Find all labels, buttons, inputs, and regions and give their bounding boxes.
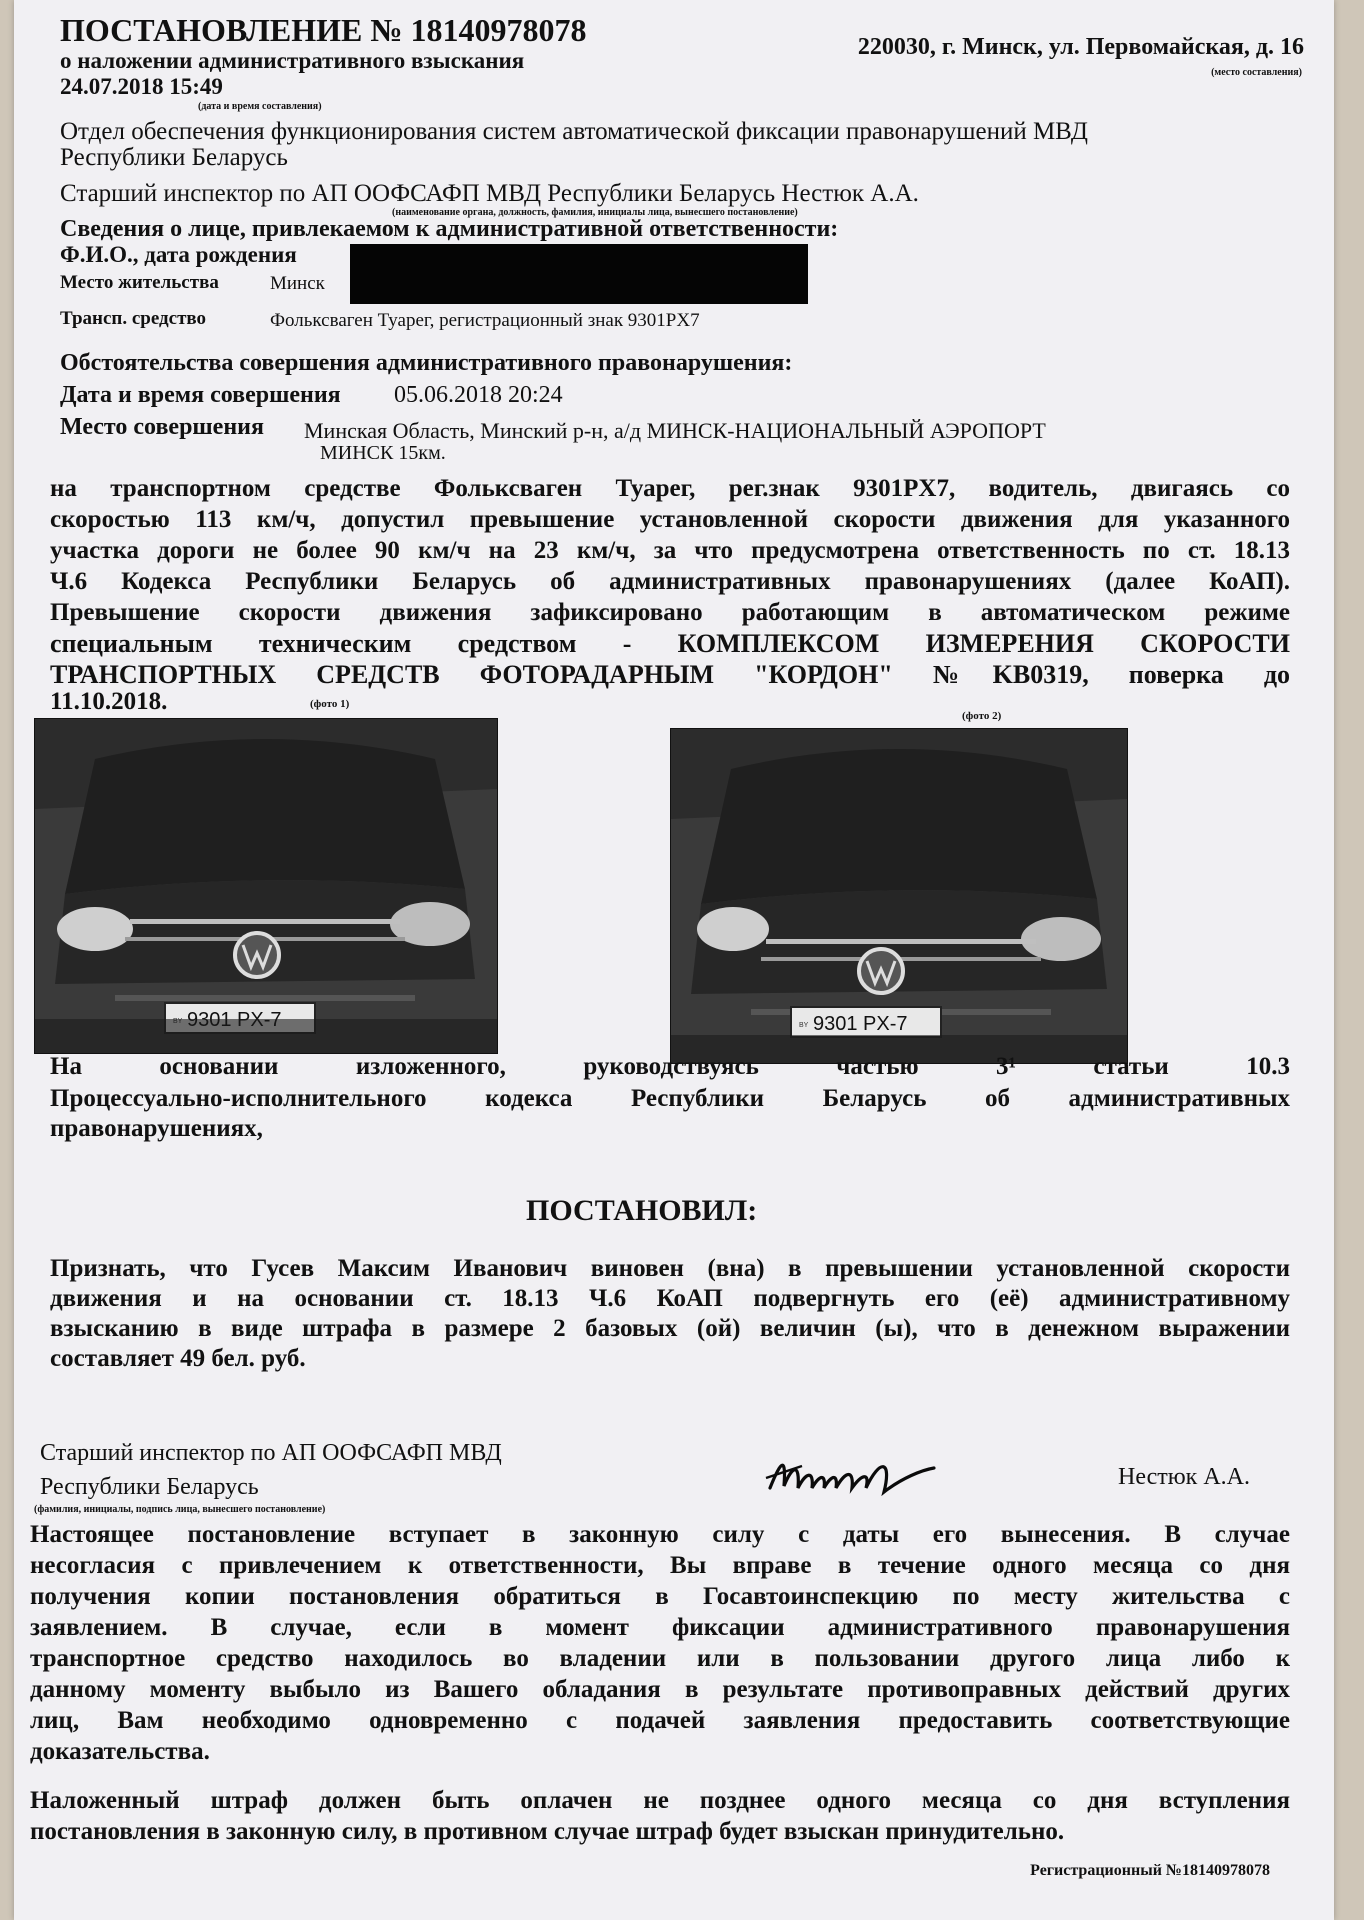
signer-caption: (фамилия, инициалы, подпись лица, вынесшего постановление): [34, 1504, 326, 1515]
description-line: Превышение скорости движения зафиксировано работающим в автоматическом режиме: [50, 599, 1290, 626]
vehicle-label: Трансп. средство: [60, 308, 207, 329]
photo-2-label: (фото 2): [962, 710, 1002, 722]
notice-line: Настоящее постановление вступает в законную силу с даты его вынесения. В случае: [30, 1521, 1290, 1548]
plate-country: BY: [799, 1022, 809, 1029]
registration-number: Регистрационный №18140978078: [1030, 1862, 1270, 1879]
description-line: Ч.6 Кодекса Республики Беларусь об административных правонарушениях (далее КоАП).: [50, 568, 1290, 595]
notice-line: Наложенный штраф должен быть оплачен не позднее одного месяца со дня вступления: [30, 1787, 1290, 1814]
notice-line: лиц, Вам необходимо одновременно с подачей заявления предоставить соответствующие: [30, 1707, 1290, 1734]
notice-line: транспортное средство находилось во владении или в пользовании другого лица либо к: [30, 1645, 1290, 1672]
person-heading: Сведения о лице, привлекаемом к административной ответственности:: [60, 216, 839, 242]
decision-heading: ПОСТАНОВИЛ:: [526, 1194, 758, 1227]
offense-place-label: Место совершения: [60, 414, 264, 440]
residence-label: Место жительства: [60, 272, 219, 293]
issue-datetime: 24.07.2018 15:49: [60, 74, 223, 99]
signer-position-line-2: Республики Беларусь: [40, 1474, 259, 1500]
offense-datetime-value: 05.06.2018 20:24: [394, 382, 563, 408]
car-photo-1: [35, 719, 497, 1053]
issue-datetime-caption: (дата и время составления): [198, 101, 322, 112]
description-line: ТРАНСПОРТНЫХ СРЕДСТВ ФОТОРАДАРНЫМ "КОРДОН" №KB0319, поверка до: [50, 660, 1290, 689]
photo-1: [34, 718, 498, 1054]
circumstances-heading: Обстоятельства совершения административного правонарушения:: [60, 350, 793, 376]
decision-line: Признать, что Гусев Максим Иванович виновен (вна) в превышении установленной скорости: [50, 1255, 1290, 1282]
handwritten-signature: [762, 1448, 942, 1508]
offense-place-line-1: Минская Область, Минский р-н, а/д МИНСК-НАЦИОНАЛЬНЫЙ АЭРОПОРТ: [304, 418, 1046, 443]
document-title: ПОСТАНОВЛЕНИЕ № 18140978078: [60, 12, 587, 48]
description-line: участка дороги не более 90 км/ч на 23 км/ч, за что предусмотрена ответственность по ст. 18.13: [50, 537, 1290, 564]
issue-address: 220030, г. Минск, ул. Первомайская, д. 16: [857, 34, 1304, 60]
organ-line-2: Республики Беларусь: [60, 144, 288, 171]
redaction-block: [350, 244, 808, 304]
car-photo-2: [671, 729, 1127, 1063]
description-line: на транспортном средстве Фольксваген Туарег, рег.знак 9301PX7, водитель, двигаясь со: [50, 475, 1290, 502]
signer-name: Нестюк А.А.: [1118, 1464, 1250, 1490]
decision-line: движения и на основании ст. 18.13 Ч.6 КоАП подвергнуть его (её) административному: [50, 1285, 1290, 1312]
description-line: специальным техническим средством - КОМПЛЕКСОМ ИЗМЕРЕНИЯ СКОРОСТИ: [50, 629, 1290, 658]
offense-place-line-2: МИНСК 15км.: [320, 442, 446, 464]
description-line: скоростью 113 км/ч, допустил превышение установленной скорости движения для указанного: [50, 506, 1290, 533]
photo-2: [670, 728, 1128, 1064]
notice-line: постановления в законную силу, в противном случае штраф будет взыскан принудительно.: [30, 1818, 1065, 1845]
organ-line-1: Отдел обеспечения функционирования систем автоматической фиксации правонарушений МВД: [60, 118, 1088, 145]
decision-line: составляет 49 бел. руб.: [50, 1345, 306, 1372]
notice-line: несогласия с привлечением к ответственности, Вы вправе в течение одного месяца со дня: [30, 1552, 1290, 1579]
vehicle-value: Фольксваген Туарег, регистрационный знак 9301PX7: [270, 310, 700, 331]
photo-1-label: (фото 1): [310, 698, 350, 710]
signer-position-line-1: Старший инспектор по АП ООФСАФП МВД: [40, 1440, 502, 1466]
basis-line: правонарушениях,: [50, 1115, 263, 1142]
basis-line: Процессуально-исполнительного кодекса Республики Беларусь об административных: [50, 1085, 1290, 1112]
basis-line: На основании изложенного, руководствуясь частью 3¹ статьи 10.3: [50, 1053, 1290, 1080]
document-subtitle: о наложении административного взыскания: [60, 48, 525, 73]
notice-line: заявлением. В случае, если в момент фиксации административного правонарушения: [30, 1614, 1290, 1641]
notice-line: данному моменту выбыло из Вашего обладания в результате противоправных действий других: [30, 1676, 1290, 1703]
organ-caption: (наименование органа, должность, фамилия, инициалы лица, вынесшего постановление): [392, 207, 798, 218]
organ-line-3: Старший инспектор по АП ООФСАФП МВД Республики Беларусь Нестюк А.А.: [60, 180, 919, 207]
decision-line: взысканию в виде штрафа в размере 2 базовых (ой) величин (ы), что в денежном выражении: [50, 1315, 1290, 1342]
fio-label: Ф.И.О., дата рождения: [60, 242, 297, 267]
issue-address-caption: (место составления): [1211, 67, 1302, 78]
document-page: [14, 0, 1334, 1920]
notice-line: доказательства.: [30, 1738, 210, 1765]
description-line: 11.10.2018.: [50, 688, 168, 715]
plate-text: 9301 PX-7: [813, 1013, 908, 1035]
residence-value: Минск: [270, 273, 325, 294]
offense-datetime-label: Дата и время совершения: [60, 382, 341, 408]
notice-line: получения копии постановления обратиться в Госавтоинспекцию по месту жительства с: [30, 1583, 1290, 1610]
